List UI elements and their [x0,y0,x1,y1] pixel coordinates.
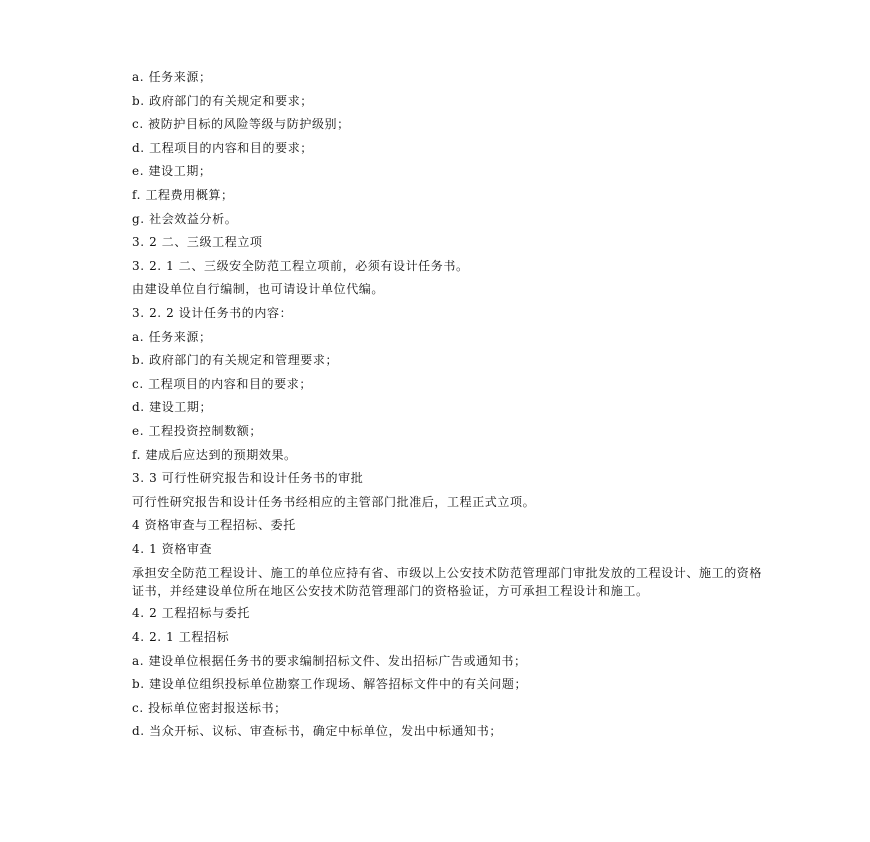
chapter-heading: 4 资格审查与工程招标、委托 [132,518,296,533]
text-line: a. 任务来源； [132,70,212,84]
subsection-heading: 3. 2. 2 设计任务书的内容： [132,305,293,320]
section-heading: 3. 2 二、三级工程立项 [132,235,263,250]
text-line: c. 工程项目的内容和目的要求； [132,376,312,391]
text-line: 可行性研究报告和设计任务书经相应的主管部门批准后，工程正式立项。 [132,494,536,509]
text-line: e. 工程投资控制数额； [132,423,262,438]
text-line: f. 建成后应达到的预期效果。 [132,447,297,462]
text-line: g. 社会效益分析。 [132,211,238,226]
text-line: d. 工程项目的内容和目的要求； [132,140,313,155]
document-body [132,66,768,744]
subsection-heading: 3. 2. 1 二、三级安全防范工程立项前，必须有设计任务书。 [132,258,469,273]
text-line: e. 建设工期； [132,164,212,179]
text-line: d. 当众开标、议标、审查标书，确定中标单位，发出中标通知书； [132,724,502,739]
text-line: a. 任务来源； [132,329,212,344]
text-line: f. 工程费用概算； [132,187,234,202]
text-line: b. 政府部门的有关规定和管理要求； [132,353,339,368]
section-heading: 4. 2 工程招标与委托 [132,606,250,621]
text-line: b. 政府部门的有关规定和要求； [132,93,313,108]
subsection-heading: 4. 2. 1 工程招标 [132,630,230,645]
section-heading: 3. 3 可行性研究报告和设计任务书的审批 [132,471,364,486]
text-line: c. 投标单位密封报送标书； [132,700,287,715]
text-line: c. 被防护目标的风险等级与防护级别； [132,117,350,132]
text-line: 由建设单位自行编制，也可请设计单位代编。 [132,282,385,297]
text-line: b. 建设单位组织投标单位勘察工作现场、解答招标文件中的有关问题； [132,677,528,692]
body-paragraph: 承担安全防范工程设计、施工的单位应持有省、市级以上公安技术防范管理部门审批发放的工程设计、施工的资格证书，并经建设单位所在地区公安技术防范管理部门的资格验证，方可承担工程设计和施工。 [132,566,763,599]
section-heading: 4. 1 资格审查 [132,541,213,556]
text-line: a. 建设单位根据任务书的要求编制招标文件、发出招标广告或通知书； [132,653,527,668]
text-line: d. 建设工期； [132,400,213,415]
